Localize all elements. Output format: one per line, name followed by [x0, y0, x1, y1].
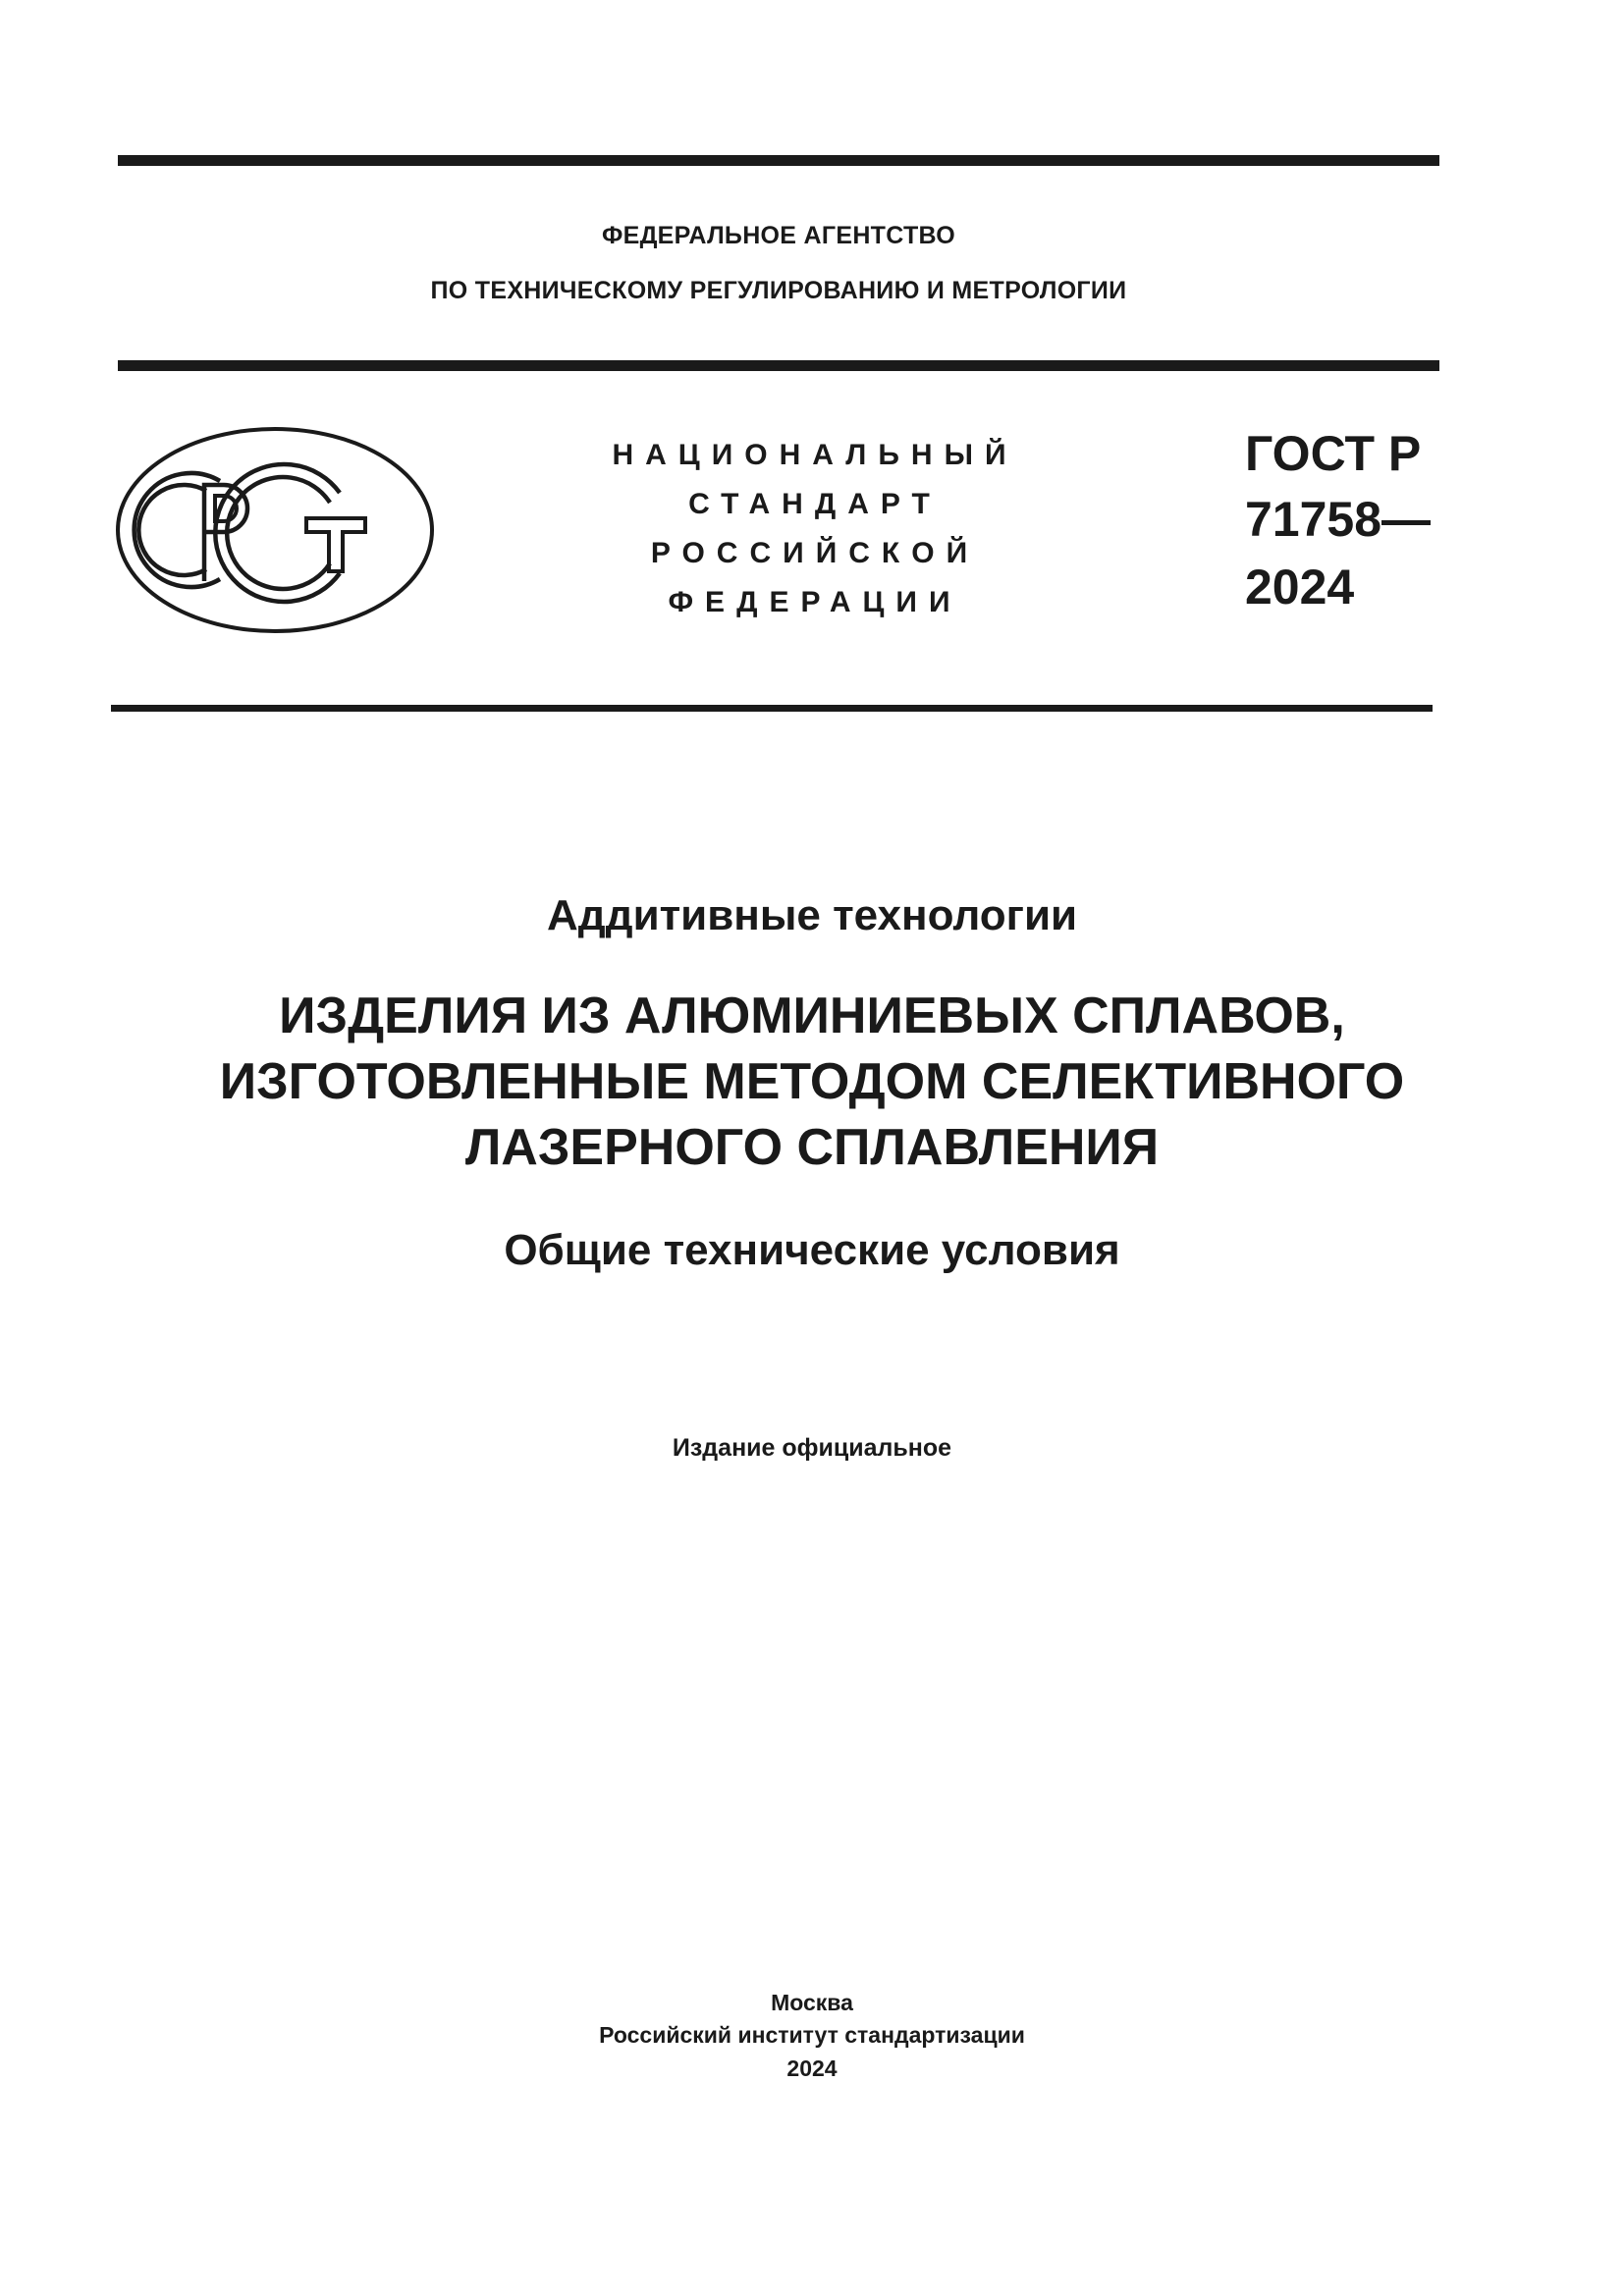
- document-subject: Аддитивные технологии: [546, 891, 1078, 939]
- document-title-line-3: ЛАЗЕРНОГО СПЛАВЛЕНИЯ: [464, 1119, 1160, 1176]
- imprint-city: Москва: [771, 1990, 853, 2015]
- header-bottom-divider: [111, 705, 1433, 712]
- imprint-publisher: Российский институт стандартизации: [599, 2022, 1025, 2048]
- standard-type-line-2: СТАНДАРТ: [688, 488, 942, 520]
- rst-certification-mark-icon: [114, 424, 436, 636]
- edition-note: Издание официальное: [672, 1434, 952, 1462]
- standard-designation-prefix: ГОСТ Р: [1245, 426, 1422, 481]
- standard-type-line-4: ФЕДЕРАЦИИ: [668, 586, 962, 618]
- document-title-line-2: ИЗГОТОВЛЕННЫЕ МЕТОДОМ СЕЛЕКТИВНОГО: [219, 1053, 1405, 1110]
- imprint-year: 2024: [786, 2056, 838, 2081]
- header-divider: [118, 360, 1439, 371]
- standard-type-line-1: НАЦИОНАЛЬНЫЙ: [612, 439, 1018, 471]
- top-divider: [118, 155, 1439, 166]
- document-title-line-1: ИЗДЕЛИЯ ИЗ АЛЮМИНИЕВЫХ СПЛАВОВ,: [279, 988, 1345, 1044]
- standard-designation-year: 2024: [1245, 560, 1355, 614]
- agency-name-line-2: ПО ТЕХНИЧЕСКОМУ РЕГУЛИРОВАНИЮ И МЕТРОЛОГИИ: [430, 277, 1127, 304]
- agency-name-line-1: ФЕДЕРАЛЬНОЕ АГЕНТСТВО: [601, 222, 956, 249]
- standard-type-line-3: РОССИЙСКОЙ: [650, 537, 980, 569]
- document-subtitle: Общие технические условия: [504, 1226, 1120, 1274]
- standard-designation-number: 71758—: [1245, 492, 1432, 547]
